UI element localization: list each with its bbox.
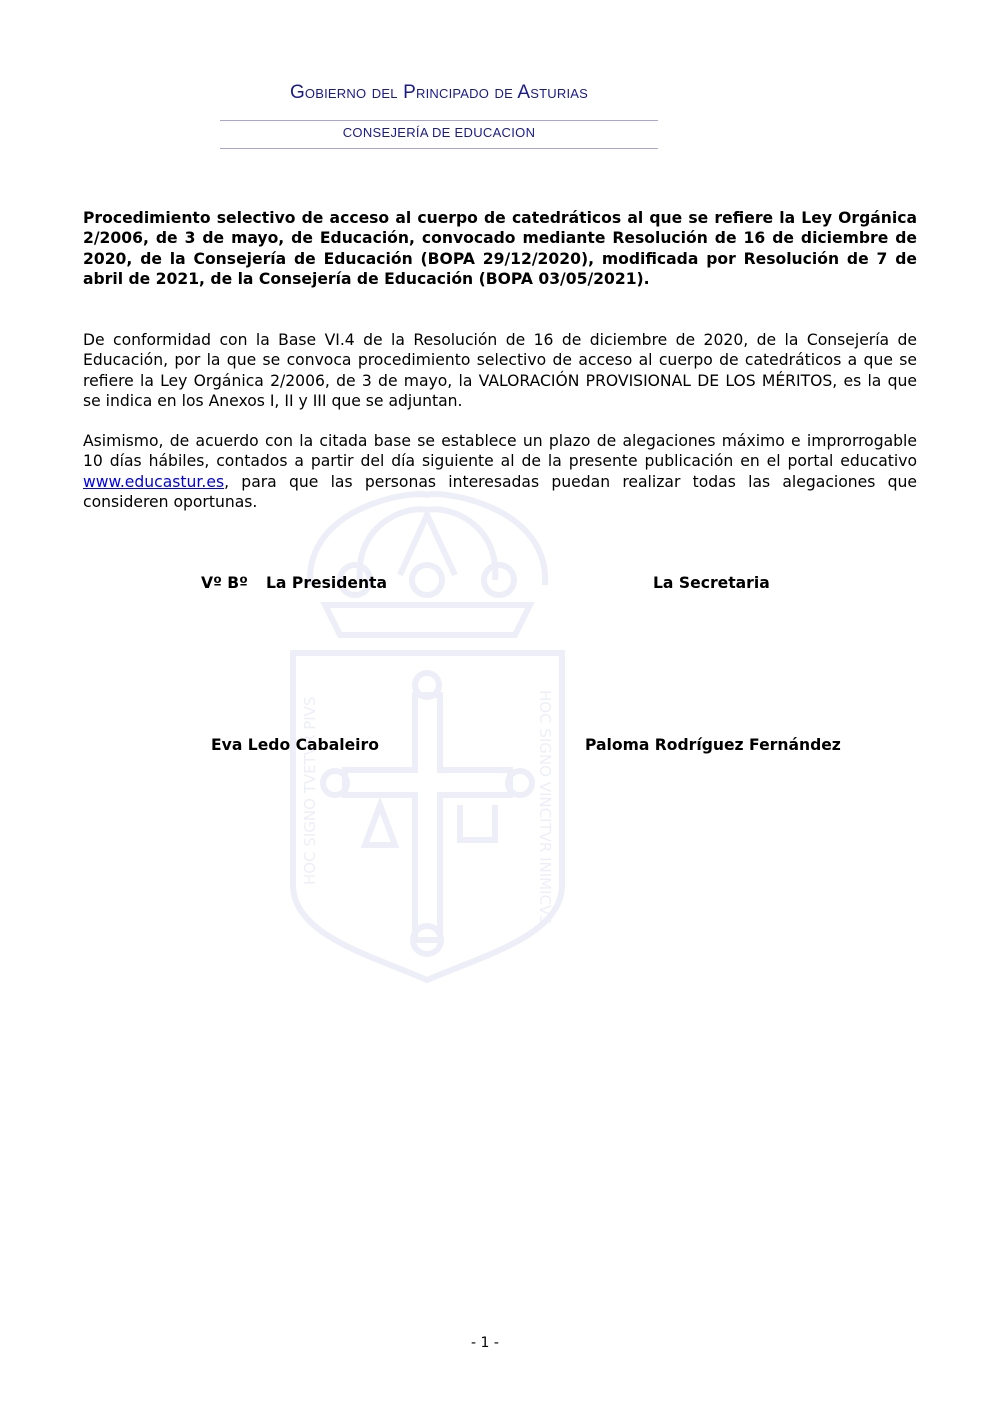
coat-of-arms-watermark — [285, 485, 570, 985]
watermark-motto-left: HOC SIGNO TVETVR PIVS — [301, 696, 319, 885]
president-name: Eva Ledo Cabaleiro — [211, 736, 379, 754]
paragraph-text-before: Asimismo, de acuerdo con la citada base se establece un plazo de alegaciones máximo e improrrogable 10 días hábiles, contados a partir del día siguiente al de la presente publicación en el portal educativo — [83, 432, 917, 471]
header-divider-bottom — [220, 148, 658, 149]
page-number: - 1 - — [471, 1335, 499, 1351]
watermark-motto-right: HOC SIGNO VINCITVR INIMICVS — [536, 690, 554, 925]
header-subtitle: CONSEJERÍA DE EDUCACION — [342, 125, 536, 140]
paragraph-alegaciones — [83, 431, 917, 512]
header-divider-top — [220, 120, 658, 121]
paragraph-text-after: , para que las personas interesadas puedan realizar todas las alegaciones que consideren oportunas. — [83, 472, 917, 511]
secretary-name: Paloma Rodríguez Fernández — [585, 736, 841, 754]
paragraph-valoracion: De conformidad con la Base VI.4 de la Resolución de 16 de diciembre de 2020, de la Consejería de Educación, por la que se convoca procedimiento selectivo de acceso al cuerpo de catedráticos a que se refiere la Ley Orgánica 2/2006, de 3 de mayo, la VALORACIÓN PROVISIONAL DE LOS MÉRITOS, es la que se indica en los Anexos I, II y III que se adjuntan. — [83, 331, 917, 410]
vobo-label: Vº Bº — [201, 574, 248, 592]
header-title: Gobierno del Principado de Asturias — [289, 82, 589, 103]
president-role: La Presidenta — [266, 574, 388, 592]
secretary-role: La Secretaria — [653, 574, 770, 592]
document-heading: Procedimiento selectivo de acceso al cuerpo de catedráticos al que se refiere la Ley Orgánica 2/2006, de 3 de mayo, de Educación, convocado mediante Resolución de 16 de diciembre de 2020, de la Consejería de Educación (BOPA 29/12/2020), modificada por Resolución de 7 de abril de 2021, de la Consejería de Educación (BOPA 03/05/2021). — [83, 209, 917, 288]
educastur-link[interactable]: www.educastur.es — [83, 472, 225, 491]
